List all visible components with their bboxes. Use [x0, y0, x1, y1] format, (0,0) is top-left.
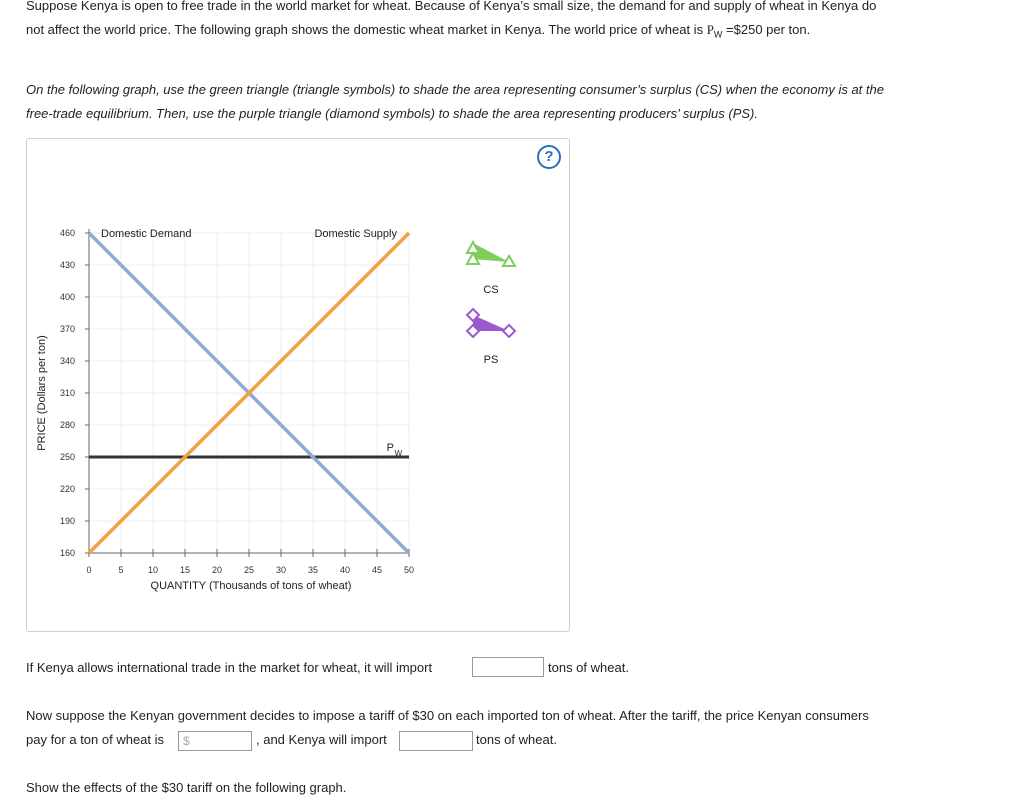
x-tick-label: 35: [307, 565, 319, 575]
x-tick-label: 30: [275, 565, 287, 575]
world-price-label: P: [386, 442, 394, 454]
demand-curve-label: Domestic Demand: [101, 228, 192, 240]
q2-price-input[interactable]: [178, 731, 252, 751]
y-tick-label: 370: [59, 324, 75, 334]
x-tick-label: 0: [86, 565, 92, 575]
y-tick-label: 160: [59, 548, 75, 558]
pw-subscript: W: [713, 29, 723, 40]
y-tick-label: 400: [59, 292, 75, 302]
x-tick-label: 40: [339, 565, 351, 575]
cs-tool[interactable]: [467, 242, 515, 296]
y-tick-label: 460: [59, 228, 75, 238]
x-tick-label: 25: [243, 565, 255, 575]
y-tick-label: 250: [59, 452, 75, 462]
intro-line-1: Suppose Kenya is open to free trade in the world market for wheat. Because of Kenya’s small size, the demand for and supply of wheat in Kenya do: [26, 0, 877, 13]
help-icon[interactable]: ?: [537, 145, 561, 169]
q1-prefix: If Kenya allows international trade in the market for wheat, it will import: [26, 660, 433, 675]
graph-panel: [26, 138, 570, 632]
pw-symbol: P: [706, 22, 714, 37]
x-tick-label: 45: [371, 565, 383, 575]
instructions-line-1: On the following graph, use the green triangle (triangle symbols) to shade the area representing consumer’s surplus (CS) when the economy is at the: [26, 82, 884, 97]
surplus-chart: [27, 139, 569, 631]
q1-suffix: tons of wheat.: [548, 660, 629, 675]
cs-label: CS: [483, 284, 499, 296]
y-tick-label: 430: [59, 260, 75, 270]
q1-import-input[interactable]: [472, 657, 544, 677]
supply-curve-label: Domestic Supply: [314, 228, 397, 240]
q2-line-1: Now suppose the Kenyan government decides to impose a tariff of $30 on each imported ton of wheat. After the tariff, the price Kenyan consumers: [26, 708, 869, 723]
x-tick-label: 50: [403, 565, 415, 575]
x-tick-label: 10: [147, 565, 159, 575]
q2-prefix: pay for a ton of wheat is: [26, 732, 165, 747]
q2-suffix: tons of wheat.: [476, 732, 557, 747]
q2-import-input[interactable]: [399, 731, 473, 751]
dollar-sign: $: [183, 734, 190, 748]
x-axis-title: QUANTITY (Thousands of tons of wheat): [150, 580, 352, 592]
intro-line-2: not affect the world price. The following graph shows the domestic wheat market in Kenya. The world price of wheat is $P_W$ =$250 per ton.: [26, 22, 811, 40]
y-tick-label: 340: [59, 356, 75, 366]
y-tick-label: 190: [59, 516, 75, 526]
ps-label: PS: [483, 354, 499, 366]
y-tick-label: 220: [59, 484, 75, 494]
ps-diamond-handle-3[interactable]: [503, 325, 515, 337]
ps-tool[interactable]: [467, 309, 515, 366]
x-tick-label: 5: [118, 565, 124, 575]
x-tick-label: 15: [179, 565, 191, 575]
q3-text: Show the effects of the $30 tariff on the following graph.: [26, 780, 347, 795]
x-tick-label: 20: [211, 565, 223, 575]
y-axis-title: PRICE (Dollars per ton): [36, 335, 48, 451]
y-tick-label: 280: [59, 420, 75, 430]
world-price-subscript: W: [394, 449, 403, 458]
q2-middle: , and Kenya will import: [256, 732, 387, 747]
instructions-line-2: free-trade equilibrium. Then, use the purple triangle (diamond symbols) to shade the area representing producers’ surplus (PS).: [26, 106, 758, 121]
y-tick-label: 310: [59, 388, 75, 398]
ps-triangle-fill[interactable]: [473, 315, 509, 331]
